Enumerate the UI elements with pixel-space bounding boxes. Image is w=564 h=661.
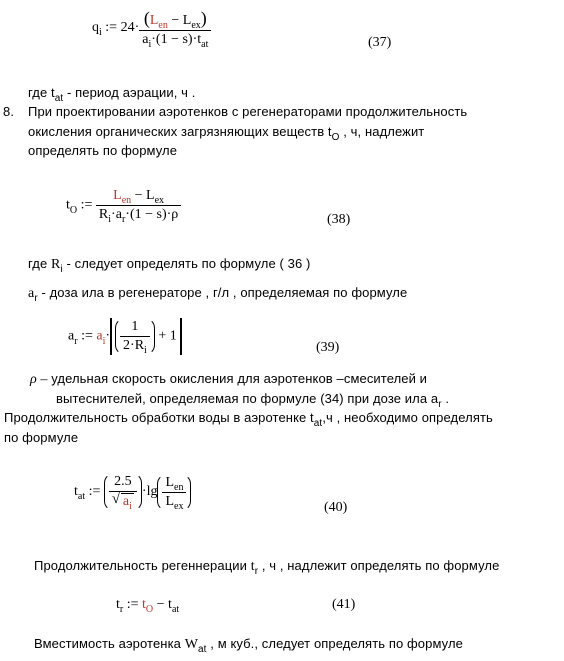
sub: i [99,27,102,39]
var-t: t [116,597,120,612]
numerator: 2.5 [114,474,132,489]
paren-group [115,318,155,355]
where-prefix: где [28,256,51,271]
fraction [96,188,181,223]
var-l-en: L [149,13,159,28]
coefficient: 24· [120,20,140,36]
equation-41 [116,597,179,613]
assign-op: := [81,328,93,344]
rho-definition-line2 [56,391,450,410]
fraction [162,475,186,510]
var-w: W [184,637,199,652]
sub: ex [191,20,201,31]
sub: O [69,204,78,216]
rho-line2-a: вытеснителей, определяемая по формуле (34) при дозе ила a [56,391,439,406]
rho-line1: удельная скорость окисления для аэротенков –смесителей и [47,371,428,386]
intro-a: Продолжительность регеннерации [34,558,251,573]
sqrt [121,493,134,510]
sub: en [158,20,168,31]
var-r: R [51,257,61,272]
dot-op: · [105,328,111,344]
var-a-i: a [122,494,130,509]
sub: at [171,604,180,615]
fraction [109,474,137,510]
var-a-i: a [96,328,103,344]
numerator [139,8,211,30]
sub: O [145,604,154,615]
denominator [109,491,137,510]
paren-group [157,474,191,511]
paren: ) [200,8,207,28]
item8-line2 [28,124,425,143]
sub: ex [154,195,165,206]
numerator [96,188,181,205]
var-a: a [68,328,75,344]
var-t: t [66,197,70,213]
var-l-ex: L [165,493,175,509]
sub: at [313,418,323,429]
equation-number-38: (38) [327,212,351,227]
item8-line1: При проектировании аэротенков с регенераторами продолжительность [28,104,468,119]
numerator: 1 [131,319,139,334]
sub: i [148,39,152,50]
tr-intro [34,558,499,575]
minus-t: − t [153,597,172,612]
equation-number-40: (40) [324,500,348,515]
sub: ex [174,500,184,512]
assign-op: := [88,484,101,500]
denominator [96,205,181,223]
ar-text: - доза ила в регенераторе , г/л , определяемая по формуле [37,285,408,300]
equation-37 [92,8,211,48]
denominator [120,336,150,354]
sub: r [121,214,126,225]
fraction [120,319,150,354]
sub: r [34,293,38,304]
sub: r [119,604,124,615]
sub: i [102,335,106,347]
denominator [139,30,211,48]
var-q: q [92,20,99,36]
sub: at [54,93,64,104]
assign-op: := [80,197,93,213]
lg-op: ·lg [141,484,158,500]
two-r: 2·R [123,338,145,353]
var-t: t [74,484,78,500]
var-t-o: t [142,597,146,612]
intro-b: ,ч , необходимо определять [322,410,493,425]
var-a: ·a [111,207,122,222]
rho-symbol: ρ – [30,372,48,387]
equation-number-37: (37) [368,35,392,50]
den-mid: ·(1 − s)·t [151,32,202,47]
var-l-ex: L [182,13,192,28]
equation-38 [66,188,181,223]
where-suffix: - период аэрации, ч . [63,85,196,100]
where-tat [28,85,196,104]
var-a: a [28,286,35,301]
intro-a: Вместимость аэротенка [34,636,185,651]
sub: O [331,132,340,143]
where-prefix: где t [28,85,55,100]
intro-a: Продолжительность обработки воды в аэротенке t [4,410,314,425]
sub: at [201,39,209,50]
var-t: t [250,559,255,574]
sub: r [254,566,259,577]
denominator [162,492,186,510]
equation-39 [68,318,182,355]
sub: r [438,399,442,410]
sub: i [144,345,147,356]
rho-definition-line1 [30,371,427,388]
equation-number-41: (41) [332,597,356,612]
paren: ( [143,8,150,28]
where-ri [28,256,310,273]
fraction [139,8,211,48]
var-r: R [98,207,109,222]
ar-definition [28,285,407,302]
var-l-ex: L [146,188,155,203]
item8-line3: определять по формуле [28,143,178,158]
sub: r [74,335,78,347]
assign-op: := [105,20,118,36]
den-rest: ·(1 − s)·ρ [125,207,179,222]
numerator [162,475,186,492]
equation-number-39: (39) [316,340,340,355]
sub: at [77,491,86,503]
var-l-en: L [165,474,175,490]
paren-group [104,473,142,511]
sub: i [60,264,63,275]
sub: en [121,195,132,206]
var-l-en: L [113,188,122,203]
item-index: 8. [3,104,15,119]
intro-b: , ч , надлежит определять по формуле [258,558,500,573]
minus-op: − [131,188,147,203]
sub: i [129,501,132,512]
minus-op: − [167,13,183,28]
tat-intro-line1 [4,410,493,429]
assign-op: := [126,597,139,612]
wat-intro [34,636,463,653]
plus-one: + 1 [154,328,177,344]
var-a: a [142,32,149,47]
tat-intro-line2: по формуле [4,430,79,445]
sub: en [174,481,184,493]
sub: at [198,644,207,655]
line2-b: , ч, надлежит [339,124,425,139]
sub: i [108,214,112,225]
line2-a: окисления органических загрязняющих веществ t [28,124,332,139]
rho-line2-b: . [441,391,450,406]
bracket [110,318,182,355]
equation-40 [74,473,191,511]
intro-b: , м куб., следует определять по формуле [206,636,463,651]
where-suffix: - следует определять по формуле ( 36 ) [62,256,311,271]
